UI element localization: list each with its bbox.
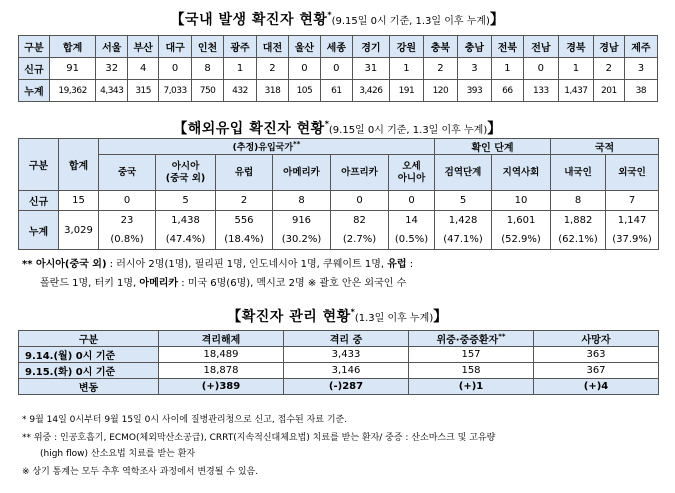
table-cell: 2 [593, 58, 624, 80]
footnote-3: (high flow) 산소요법 치료를 받는 환자 [40, 449, 196, 459]
table-cell: 363 [534, 347, 659, 363]
table-cell: 0 [331, 191, 389, 211]
table-cell: 201 [593, 80, 624, 102]
table-cell: 10 [492, 191, 551, 211]
header-cell: 충북 [423, 36, 457, 58]
table-cell: 15 [59, 191, 99, 211]
header-text: 위중·중증환자 [436, 335, 499, 346]
table-cell: (+)389 [159, 379, 284, 395]
header-cell: 경북 [558, 36, 593, 58]
domestic-cumulative-row [19, 80, 658, 102]
management-row [19, 363, 659, 379]
header-cell: 구분 [19, 331, 159, 347]
table-cell: 0 [523, 58, 558, 80]
imported-cumulative-row [19, 211, 659, 231]
table-cell: 8 [192, 58, 224, 80]
management-table [18, 330, 659, 395]
table-cell: 32 [96, 58, 128, 80]
domestic-title: 【국내 발생 확진자 현황*(9.15일 0시 기준, 1.3일 이후 누계)】 [170, 10, 505, 28]
header-cell: 격리해제 [159, 331, 284, 347]
table-cell: 19,362 [49, 80, 95, 102]
header-cell: 세종 [320, 36, 352, 58]
table-cell: (62.1%) [551, 230, 606, 250]
header-cell: 검역단계 [435, 155, 492, 191]
table-cell: 2 [423, 58, 457, 80]
header-cell: 대전 [257, 36, 289, 58]
table-cell: 18,878 [159, 363, 284, 379]
header-cell: 구분 [19, 36, 50, 58]
header-cell: 오세 아니아 [389, 155, 435, 191]
table-cell: 3,433 [284, 347, 409, 363]
header-cell: 아프리카 [331, 155, 389, 191]
table-cell: 18,489 [159, 347, 284, 363]
table-cell: (18.4%) [216, 230, 273, 250]
table-cell: (-)287 [284, 379, 409, 395]
table-cell: 0 [99, 191, 156, 211]
table-cell: 61 [320, 80, 352, 102]
header-cell: 아시아 (중국 외) [156, 155, 216, 191]
row-label: 신규 [19, 58, 50, 80]
header-cell: 합계 [49, 36, 95, 58]
table-cell: 7 [606, 191, 659, 211]
header-sup: ** [498, 332, 506, 341]
header-cell [409, 331, 534, 347]
table-cell: 315 [128, 80, 159, 102]
table-cell: (30.2%) [273, 230, 331, 250]
header-cell: 아메리카 [273, 155, 331, 191]
col-gubun: 구분 [19, 139, 59, 191]
table-cell: 556 [216, 211, 273, 231]
table-cell: (37.9%) [606, 230, 659, 250]
table-cell: (47.4%) [156, 230, 216, 250]
header-cell: 인천 [192, 36, 224, 58]
table-cell: 105 [288, 80, 320, 102]
table-cell: 2 [216, 191, 273, 211]
imported-title: 【해외유입 확진자 현황*(9.15일 0시 기준, 1.3일 이후 누계)】 [173, 119, 502, 137]
table-cell: 1,428 [435, 211, 492, 231]
header-cell: 지역사회 [492, 155, 551, 191]
table-cell: 4 [128, 58, 159, 80]
row-label: 변동 [19, 379, 159, 395]
table-cell: 8 [273, 191, 331, 211]
table-cell: (47.1%) [435, 230, 492, 250]
table-cell: 31 [352, 58, 389, 80]
table-cell: 3 [457, 58, 491, 80]
table-cell: 1,882 [551, 211, 606, 231]
header-cell: 부산 [128, 36, 159, 58]
row-label: 9.15.(화) 0시 기준 [19, 363, 159, 379]
table-cell: (+)4 [534, 379, 659, 395]
table-cell: 0 [159, 58, 192, 80]
table-cell: 1 [224, 58, 257, 80]
table-cell: (+)1 [409, 379, 534, 395]
table-cell: 2 [257, 58, 289, 80]
row-label: 신규 [19, 191, 59, 211]
table-cell: 3,029 [59, 211, 99, 250]
table-cell: 14 [389, 211, 435, 231]
header-cell: 전북 [491, 36, 523, 58]
table-cell: 367 [534, 363, 659, 379]
table-cell: 1,601 [492, 211, 551, 231]
management-title: 【확진자 관리 현황*(1.3일 이후 누계)】 [227, 307, 448, 325]
table-cell: 38 [624, 80, 657, 102]
row-label: 누계 [19, 80, 50, 102]
table-cell: 120 [423, 80, 457, 102]
table-cell: (52.9%) [492, 230, 551, 250]
footnote-2: ** 위중 : 인공호흡기, ECMO(체외막산소공급), CRRT(지속적신대체요법) 치료를 받는 환자/ 중증 : 산소마스크 및 고유량 [22, 433, 496, 443]
header-cell: 서울 [96, 36, 128, 58]
col-group-nationality: 국적 [551, 139, 659, 155]
table-cell: 916 [273, 211, 331, 231]
table-cell: (0.8%) [99, 230, 156, 250]
header-cell: 중국 [99, 155, 156, 191]
header-cell: 격리 중 [284, 331, 409, 347]
table-cell: 3,426 [352, 80, 389, 102]
table-cell: 432 [224, 80, 257, 102]
table-cell: 0 [320, 58, 352, 80]
table-cell: 5 [156, 191, 216, 211]
header-cell: 경남 [593, 36, 624, 58]
table-cell: 191 [389, 80, 423, 102]
table-cell: 393 [457, 80, 491, 102]
header-cell: 내국인 [551, 155, 606, 191]
table-cell: 4,343 [96, 80, 128, 102]
table-cell: 1 [491, 58, 523, 80]
management-header-row [19, 331, 659, 347]
country-note-line1: ** 아시아(중국 외) : 러시아 2명(1명), 필리핀 1명, 인도네시아 1명, 쿠웨이트 1명, 유럽 : [22, 259, 414, 270]
management-change-row [19, 379, 659, 395]
table-cell: 3,146 [284, 363, 409, 379]
imported-percent-row [19, 230, 659, 250]
row-label: 9.14.(월) 0시 기준 [19, 347, 159, 363]
table-cell: 23 [99, 211, 156, 231]
management-row [19, 347, 659, 363]
table-cell: 8 [551, 191, 606, 211]
table-cell: 750 [192, 80, 224, 102]
table-cell: 0 [288, 58, 320, 80]
header-cell: 울산 [288, 36, 320, 58]
table-cell: 1 [389, 58, 423, 80]
country-note-line2: 폴란드 1명, 터키 1명, 아메리카 : 미국 6명(6명), 멕시코 2명 ※ 괄호 안은 외국인 수 [40, 278, 407, 289]
domestic-header-row [19, 36, 658, 58]
table-cell: 91 [49, 58, 95, 80]
row-label: 누계 [19, 211, 59, 250]
header-cell: 전남 [523, 36, 558, 58]
col-group-countries: (추정)유입국가** [99, 139, 435, 155]
col-total: 합계 [59, 139, 99, 191]
col-group-stage: 확인 단계 [435, 139, 551, 155]
imported-new-row [19, 191, 659, 211]
table-cell: 66 [491, 80, 523, 102]
table-cell: 1,438 [156, 211, 216, 231]
header-cell: 사망자 [534, 331, 659, 347]
header-cell: 충남 [457, 36, 491, 58]
table-cell: 7,033 [159, 80, 192, 102]
footnote-1: * 9월 14일 0시부터 9월 15일 0시 사이에 질병관리청으로 신고, 접수된 자료 기준. [22, 415, 348, 425]
table-cell: 82 [331, 211, 389, 231]
header-cell: 광주 [224, 36, 257, 58]
table-cell: 133 [523, 80, 558, 102]
footnote-4: ※ 상기 통계는 모두 추후 역학조사 과정에서 변경될 수 있음. [22, 467, 259, 477]
domestic-new-row [19, 58, 658, 80]
domestic-cases-table [18, 35, 658, 102]
header-cell: 강원 [389, 36, 423, 58]
header-cell: 유럽 [216, 155, 273, 191]
table-cell: 1,437 [558, 80, 593, 102]
header-cell: 외국인 [606, 155, 659, 191]
table-cell: 157 [409, 347, 534, 363]
table-cell: (0.5%) [389, 230, 435, 250]
table-cell: 5 [435, 191, 492, 211]
imported-cases-table [18, 138, 659, 250]
table-cell: 3 [624, 58, 657, 80]
table-cell: 318 [257, 80, 289, 102]
header-cell: 경기 [352, 36, 389, 58]
table-cell: 0 [389, 191, 435, 211]
header-cell: 제주 [624, 36, 657, 58]
table-cell: (2.7%) [331, 230, 389, 250]
header-cell: 대구 [159, 36, 192, 58]
table-cell: 158 [409, 363, 534, 379]
table-cell: 1,147 [606, 211, 659, 231]
table-cell: 1 [558, 58, 593, 80]
